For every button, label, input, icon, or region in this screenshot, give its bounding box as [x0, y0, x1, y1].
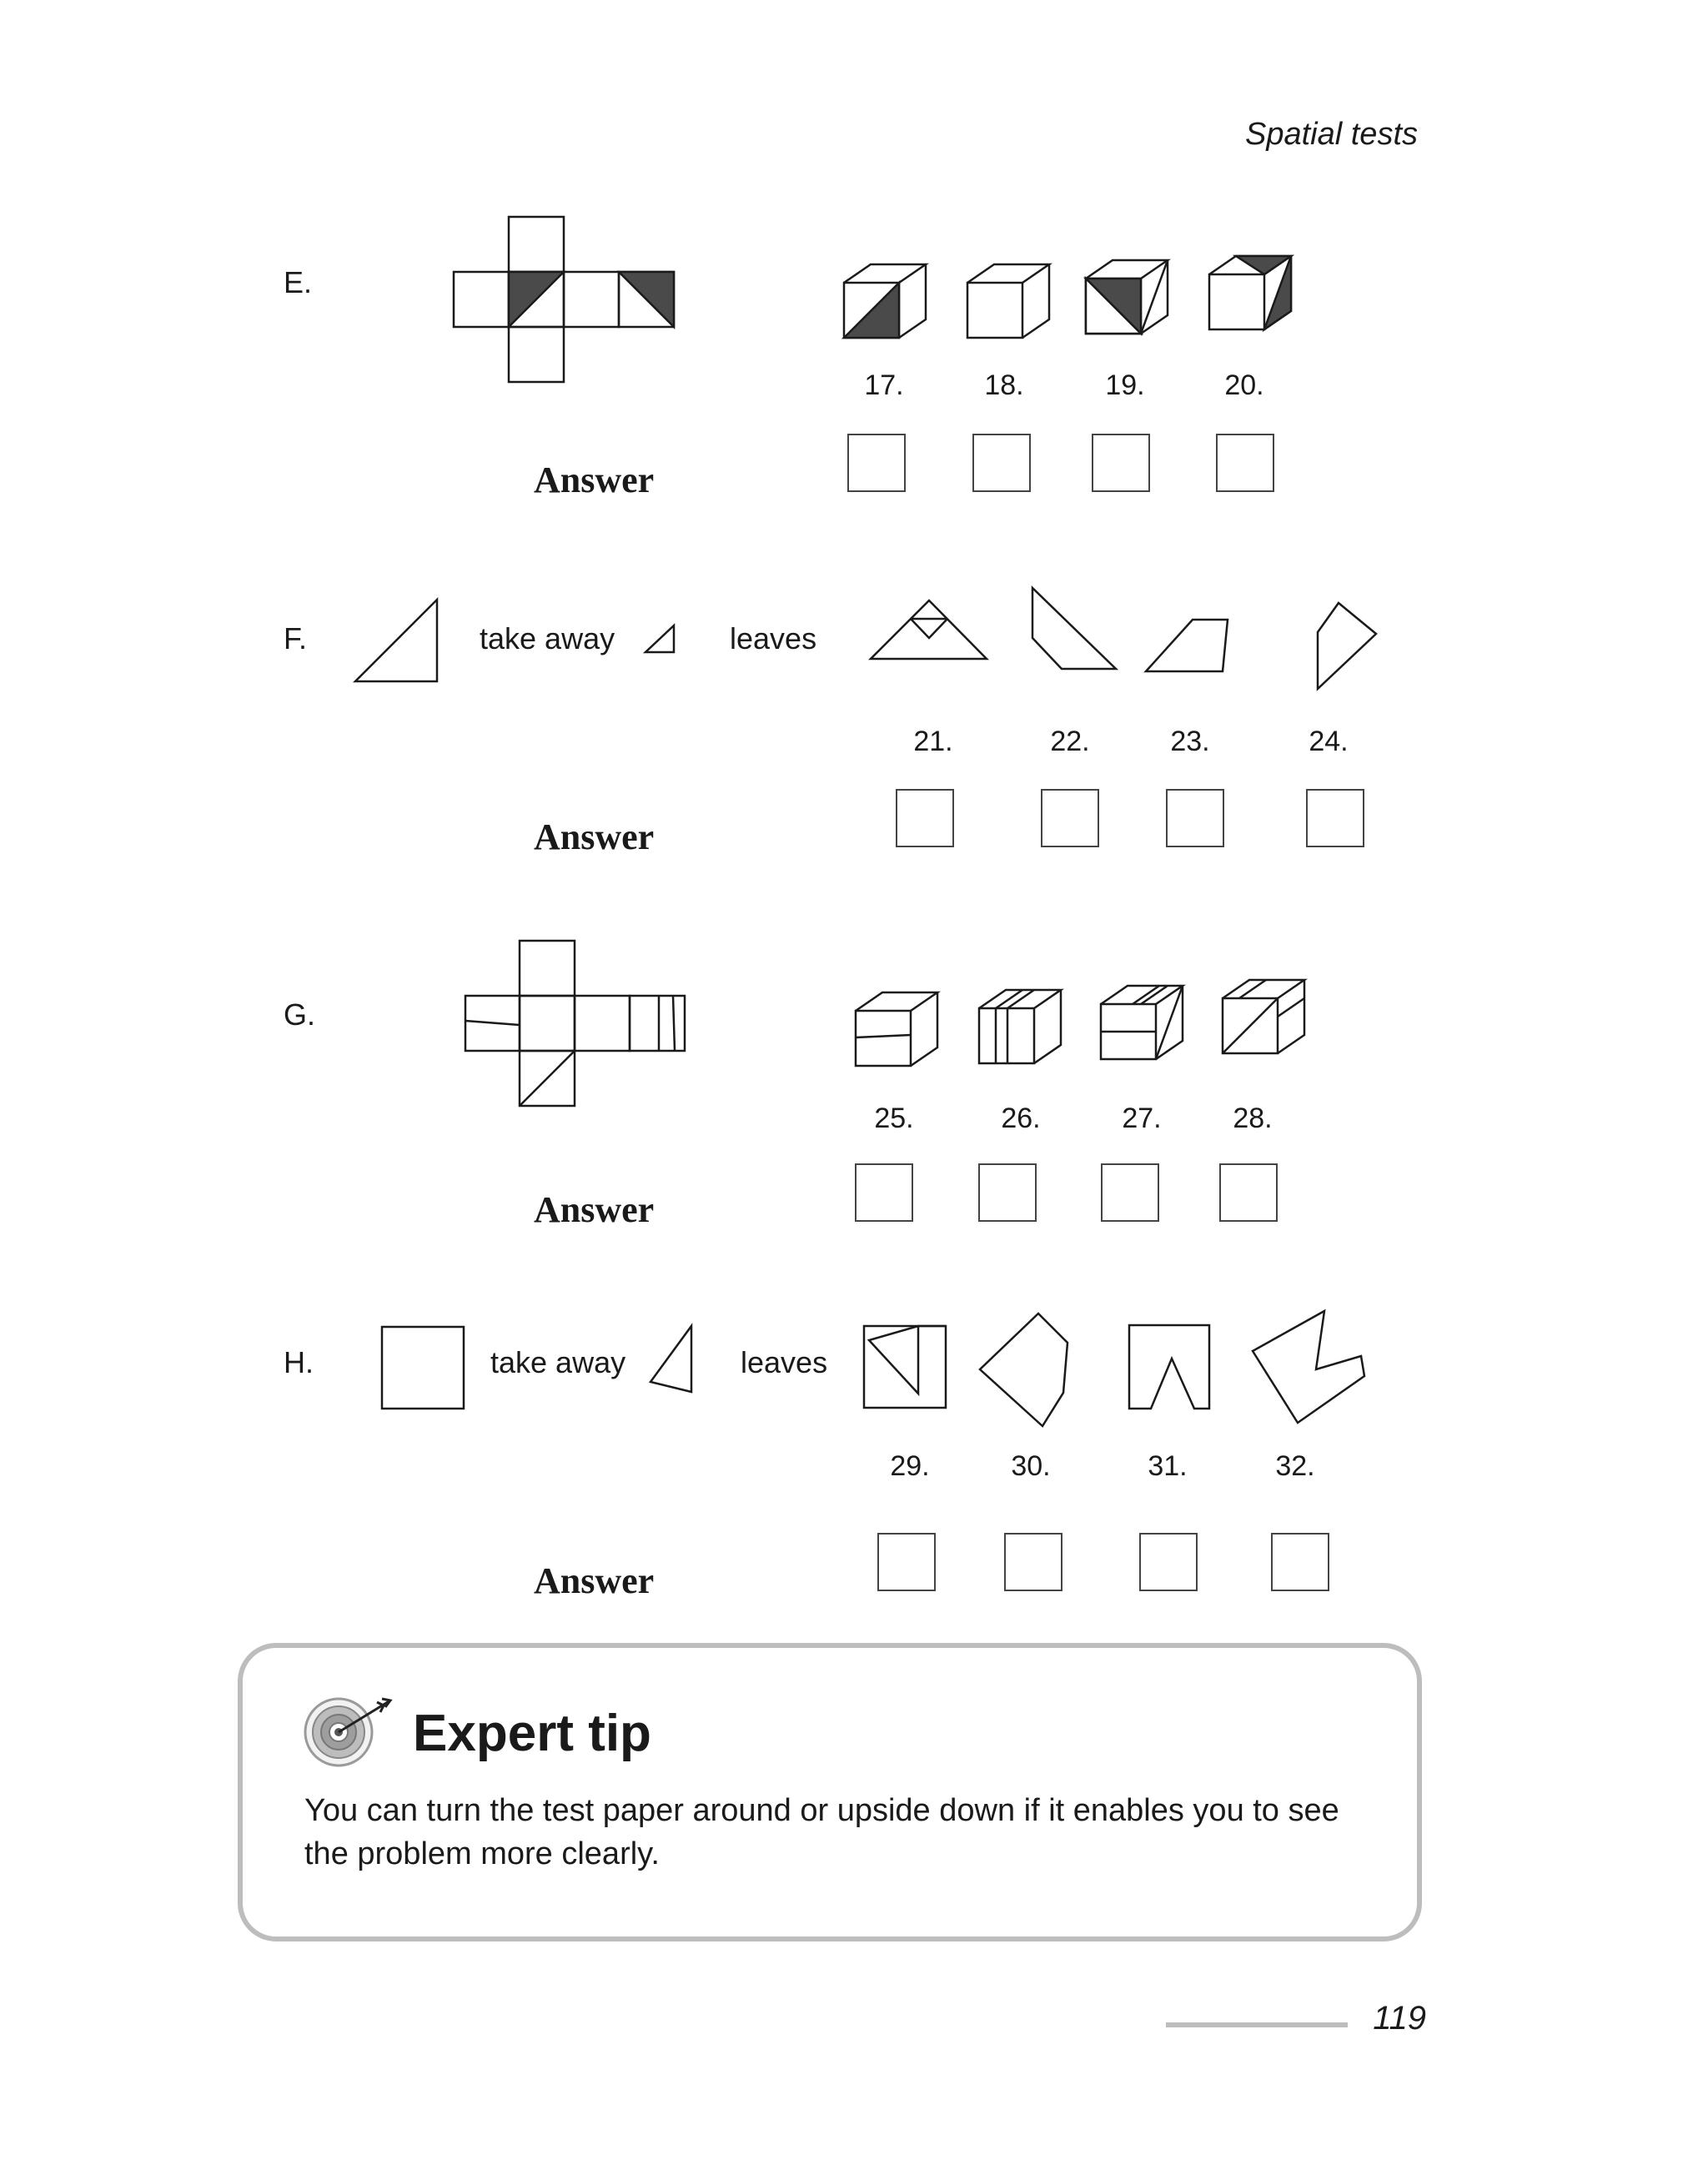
option-32-label: 32.	[1275, 1450, 1315, 1482]
answer-box-17[interactable]	[847, 434, 906, 492]
running-header: Spatial tests	[1245, 117, 1418, 152]
answer-box-19[interactable]	[1092, 434, 1150, 492]
question-h-letter: H.	[284, 1345, 314, 1379]
question-f-letter: F.	[284, 621, 308, 656]
option-30-label: 30.	[1011, 1450, 1051, 1482]
answer-box-30[interactable]	[1004, 1533, 1062, 1591]
answer-box-25[interactable]	[855, 1163, 913, 1222]
option-31-shape	[1126, 1322, 1213, 1412]
option-21-label: 21.	[913, 726, 953, 757]
question-e-cube-net	[450, 213, 684, 388]
option-19-label: 19.	[1105, 369, 1145, 401]
option-32-shape	[1249, 1308, 1368, 1426]
expert-tip-text: You can turn the test paper around or upside down if it enables you to see the problem more clearly.	[304, 1793, 1339, 1871]
option-28-label: 28.	[1233, 1103, 1273, 1134]
option-19-cube	[1084, 250, 1176, 338]
question-f-answer-label: Answer	[534, 816, 655, 857]
answer-box-23[interactable]	[1166, 789, 1224, 847]
option-20-label: 20.	[1224, 369, 1264, 401]
target-icon	[302, 1689, 398, 1772]
question-h-square	[379, 1324, 466, 1411]
question-f-triangle	[350, 596, 442, 688]
question-h-leaves: leaves	[741, 1345, 828, 1379]
option-21-shape	[867, 596, 992, 663]
option-24-label: 24.	[1309, 726, 1349, 757]
option-17-label: 17.	[864, 369, 904, 401]
option-25-cube	[854, 982, 946, 1070]
question-f-take-away: take away	[480, 621, 615, 656]
question-h-take-away: take away	[490, 1345, 626, 1379]
option-27-label: 27.	[1122, 1103, 1162, 1134]
answer-box-29[interactable]	[877, 1533, 936, 1591]
answer-box-20[interactable]	[1216, 434, 1274, 492]
option-18-label: 18.	[984, 369, 1024, 401]
page-number: 119	[1373, 2000, 1426, 2037]
option-30-shape	[976, 1309, 1072, 1434]
answer-box-22[interactable]	[1041, 789, 1099, 847]
answer-box-24[interactable]	[1306, 789, 1364, 847]
option-17-cube	[842, 254, 934, 342]
answer-box-18[interactable]	[972, 434, 1031, 492]
option-28-cube	[1221, 970, 1313, 1057]
option-26-label: 26.	[1001, 1103, 1041, 1134]
option-18-cube	[966, 254, 1057, 342]
option-27-cube	[1099, 976, 1191, 1063]
question-e-answer-label: Answer	[534, 460, 655, 500]
answer-box-31[interactable]	[1139, 1533, 1198, 1591]
footer-rule	[1166, 2022, 1348, 2027]
option-24-shape	[1314, 599, 1380, 695]
option-23-shape	[1143, 613, 1234, 676]
option-31-label: 31.	[1148, 1450, 1188, 1482]
answer-box-21[interactable]	[896, 789, 954, 847]
answer-box-27[interactable]	[1101, 1163, 1159, 1222]
option-22-label: 22.	[1050, 726, 1090, 757]
question-f-small-triangle	[642, 622, 677, 656]
question-f-leaves: leaves	[730, 621, 817, 656]
answer-box-28[interactable]	[1219, 1163, 1278, 1222]
option-29-label: 29.	[890, 1450, 930, 1482]
option-23-label: 23.	[1170, 726, 1210, 757]
question-h-small-triangle	[646, 1322, 696, 1397]
answer-box-26[interactable]	[978, 1163, 1037, 1222]
answer-box-32[interactable]	[1271, 1533, 1329, 1591]
expert-tip-title: Expert tip	[413, 1705, 651, 1762]
option-20-cube	[1208, 246, 1299, 334]
option-25-label: 25.	[874, 1103, 914, 1134]
question-h-answer-label: Answer	[534, 1560, 655, 1601]
option-22-shape	[1026, 584, 1122, 676]
option-26-cube	[977, 980, 1069, 1067]
question-g-answer-label: Answer	[534, 1189, 655, 1230]
question-g-cube-net	[463, 938, 701, 1109]
option-29-shape	[862, 1324, 948, 1410]
question-e-letter: E.	[284, 265, 313, 299]
question-g-letter: G.	[284, 997, 316, 1032]
